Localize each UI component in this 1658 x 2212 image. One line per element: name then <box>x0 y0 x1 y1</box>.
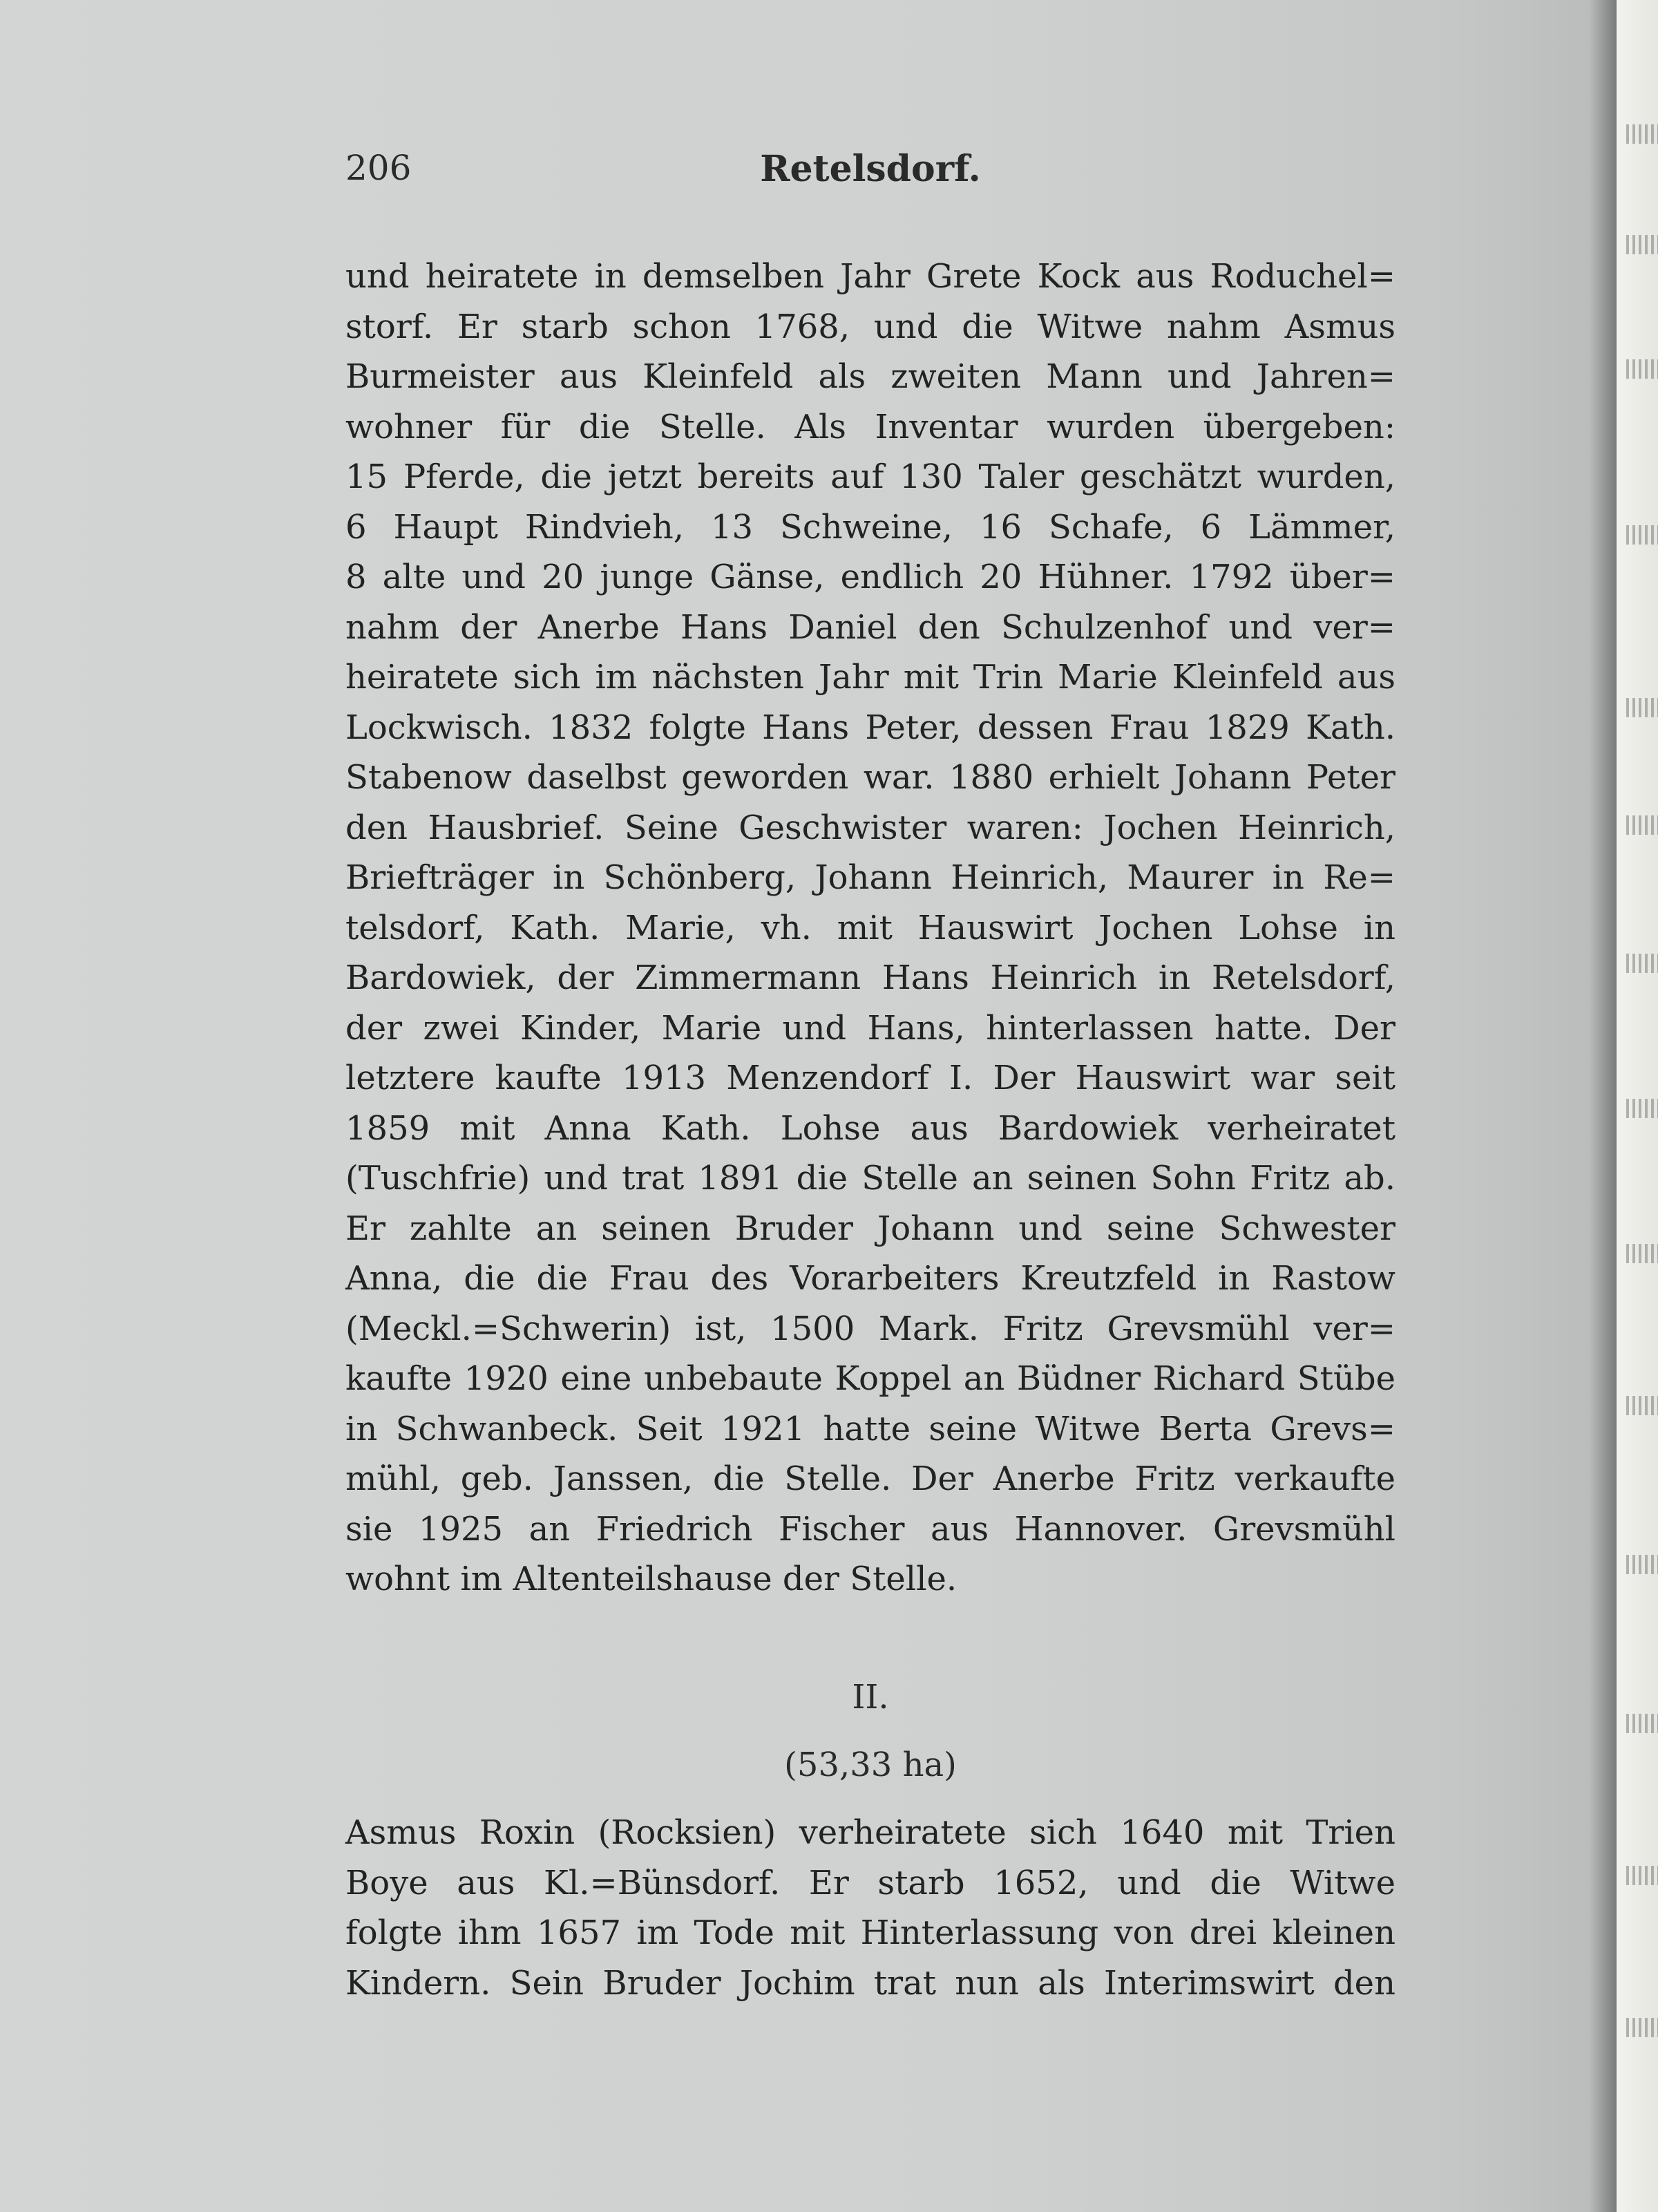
text-line: kaufte 1920 eine unbebaute Koppel an Büdner Richard Stübe <box>345 1359 1395 1398</box>
text-line: Kindern. Sein Bruder Jochim trat nun als Interimswirt den <box>345 1963 1395 2003</box>
bleed-through <box>1626 124 1658 144</box>
text-line: der zwei Kinder, Marie und Hans, hinterlassen hatte. Der <box>345 1008 1395 1048</box>
facing-page-edge <box>1617 0 1658 2212</box>
bleed-through <box>1626 1244 1658 1263</box>
section-area: (53,33 ha) <box>784 1746 957 1784</box>
text-line: 1859 mit Anna Kath. Lohse aus Bardowiek verheiratet <box>345 1108 1395 1148</box>
text-line: 6 Haupt Rindvieh, 13 Schweine, 16 Schafe, 6 Lämmer, <box>345 507 1395 547</box>
bleed-through <box>1626 1714 1658 1733</box>
bleed-through <box>1626 2018 1658 2037</box>
running-title: Retelsdorf. <box>760 148 981 190</box>
text-line: Stabenow daselbst geworden war. 1880 erhielt Johann Peter <box>345 758 1395 797</box>
text-line: mühl, geb. Janssen, die Stelle. Der Anerbe Fritz verkaufte <box>345 1459 1395 1498</box>
paragraph-2 <box>345 1808 1395 2008</box>
text-line: den Hausbrief. Seine Geschwister waren: Jochen Heinrich, <box>345 808 1395 847</box>
text-line: wohnt im Altenteilshause der Stelle. <box>345 1560 957 1598</box>
text-line: nahm der Anerbe Hans Daniel den Schulzenhof und ver= <box>345 607 1395 647</box>
text-line: Briefträger in Schönberg, Johann Heinrich, Maurer in Re= <box>345 858 1395 897</box>
bleed-through <box>1626 359 1658 379</box>
paragraph-1 <box>345 252 1395 1605</box>
text-line: Lockwisch. 1832 folgte Hans Peter, dessen Frau 1829 Kath. <box>345 708 1395 747</box>
bleed-through <box>1626 815 1658 835</box>
text-line: Boye aus Kl.=Bünsdorf. Er starb 1652, und die Witwe <box>345 1863 1395 1902</box>
text-line: sie 1925 an Friedrich Fischer aus Hannover. Grevsmühl <box>345 1509 1395 1549</box>
text-line: (Meckl.=Schwerin) ist, 1500 Mark. Fritz Grevsmühl ver= <box>345 1309 1395 1348</box>
bleed-through <box>1626 1555 1658 1574</box>
bleed-through <box>1626 698 1658 717</box>
text-line: wohner für die Stelle. Als Inventar wurden übergeben: <box>345 407 1395 446</box>
text-line: telsdorf, Kath. Marie, vh. mit Hauswirt Jochen Lohse in <box>345 908 1395 947</box>
text-line: und heiratete in demselben Jahr Grete Kock aus Roduchel= <box>345 257 1395 296</box>
page-header <box>345 148 1395 196</box>
bleed-through <box>1626 235 1658 254</box>
text-line: heiratete sich im nächsten Jahr mit Trin Marie Kleinfeld aus <box>345 658 1395 697</box>
text-line: Asmus Roxin (Rocksien) verheiratete sich 1640 mit Trien <box>345 1813 1395 1852</box>
text-line: in Schwanbeck. Seit 1921 hatte seine Witwe Berta Grevs= <box>345 1409 1395 1448</box>
text-line: 15 Pferde, die jetzt bereits auf 130 Taler geschätzt wurden, <box>345 457 1395 496</box>
text-line: Burmeister aus Kleinfeld als zweiten Mann und Jahren= <box>345 357 1395 396</box>
text-line: storf. Er starb schon 1768, und die Witwe nahm Asmus <box>345 307 1395 346</box>
text-line: (Tuschfrie) und trat 1891 die Stelle an seinen Sohn Fritz ab. <box>345 1159 1395 1198</box>
text-line: letztere kaufte 1913 Menzendorf I. Der Hauswirt war seit <box>345 1059 1395 1097</box>
text-line: 8 alte und 20 junge Gänse, endlich 20 Hühner. 1792 über= <box>345 558 1395 596</box>
text-line: Anna, die die Frau des Vorarbeiters Kreutzfeld in Rastow <box>345 1259 1395 1298</box>
text-line: Er zahlte an seinen Bruder Johann und seine Schwester <box>345 1209 1395 1248</box>
page-number: 206 <box>345 148 412 188</box>
bleed-through <box>1626 1866 1658 1885</box>
section-number: II. <box>852 1678 889 1717</box>
bleed-through <box>1626 525 1658 545</box>
bleed-through <box>1626 1396 1658 1415</box>
bleed-through <box>1626 954 1658 973</box>
text-line: folgte ihm 1657 im Tode mit Hinterlassung von drei kleinen <box>345 1913 1395 1952</box>
bleed-through <box>1626 1099 1658 1118</box>
text-line: Bardowiek, der Zimmermann Hans Heinrich in Retelsdorf, <box>345 958 1395 997</box>
spine-shadow <box>1589 0 1617 2212</box>
